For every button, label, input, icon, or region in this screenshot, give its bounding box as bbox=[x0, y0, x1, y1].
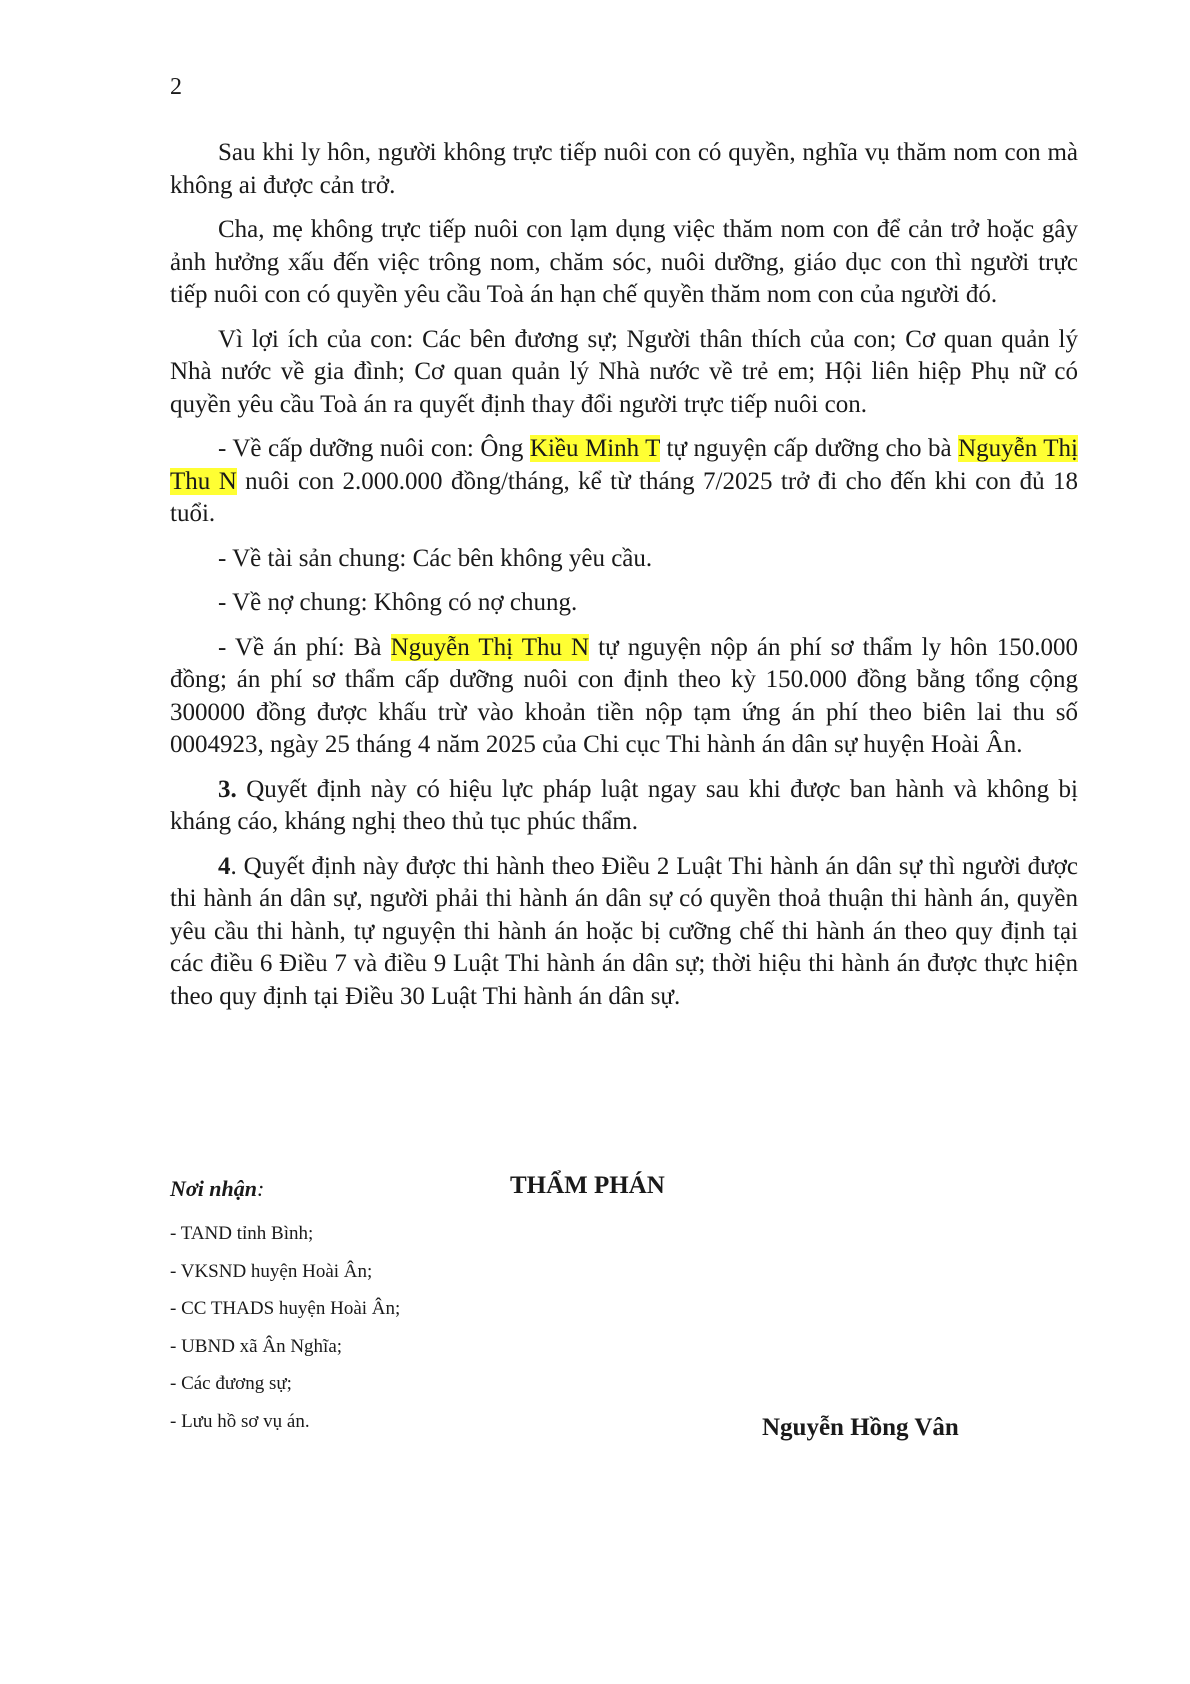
paragraph-common-property: - Về tài sản chung: Các bên không yêu cầu. bbox=[218, 544, 653, 572]
item-number: 3. bbox=[218, 775, 237, 803]
recipient-item: - Lưu hồ sơ vụ án. bbox=[170, 1410, 310, 1432]
paragraph-enforcement bbox=[170, 851, 1078, 1014]
party-name-highlight: Nguyễn Thị Thu N bbox=[170, 435, 1079, 495]
paragraph-visitation-right: Sau khi ly hôn, người không trực tiếp nuôi con có quyền, nghĩa vụ thăm nom con mà không ai được cản trở. bbox=[170, 139, 1078, 199]
court-fees-text-1: - Về án phí: Bà bbox=[218, 633, 391, 661]
paragraph-visitation-restriction: Cha, mẹ không trực tiếp nuôi con lạm dụng việc thăm nom con để cản trở hoặc gây ảnh hưởng xấu đến việc trông nom, chăm sóc, nuôi dưỡng, giáo dục con thì người trực tiếp nuôi con có quyền yêu cầu Toà án hạn chế quyền thăm nom con của người đó. bbox=[170, 216, 1078, 308]
paragraph-court-fees bbox=[170, 632, 1078, 762]
recipient-item: - VKSND huyện Hoài Ân; bbox=[170, 1260, 373, 1282]
paragraph-common-debt: - Về nợ chung: Không có nợ chung. bbox=[218, 589, 578, 616]
court-fees-text-2: tự nguyện nộp án phí sơ thẩm ly hôn 150.000 đồng; án phí sơ thẩm cấp dưỡng nuôi con định theo kỳ 150.000 đồng bằng tổng cộng 300000 đồng được khấu trừ vào khoản tiền nộp tạm ứng án phí theo biên lai thu số 0004923, ngày 25 tháng 4 năm 2025 của Chi cục Thi hành án dân sự huyện Hoài Ân. bbox=[170, 633, 1078, 758]
paragraph-child-support bbox=[170, 433, 1078, 531]
recipients-heading bbox=[170, 1176, 264, 1202]
item-number: 4 bbox=[218, 852, 231, 880]
page-number: 2 bbox=[170, 74, 182, 100]
judge-name: Nguyễn Hồng Vân bbox=[762, 1414, 959, 1441]
child-support-text-3: nuôi con 2.000.000 đồng/tháng, kể từ tháng 7/2025 trở đi cho đến khi con đủ 18 tuổi. bbox=[170, 467, 1079, 527]
recipients-heading-colon: : bbox=[257, 1176, 265, 1201]
child-support-text-1: - Về cấp dưỡng nuôi con: Ông bbox=[218, 435, 530, 462]
judge-title: THẨM PHÁN bbox=[510, 1172, 665, 1199]
recipient-item: - UBND xã Ân Nghĩa; bbox=[170, 1335, 343, 1357]
party-name-highlight: Nguyễn Thị Thu N bbox=[390, 633, 590, 661]
paragraph-child-interest: Vì lợi ích của con: Các bên đương sự; Người thân thích của con; Cơ quan quản lý Nhà nước về gia đình; Cơ quan quản lý Nhà nước về trẻ em; Hội liên hiệp Phụ nữ có quyền yêu cầu Toà án ra quyết định thay đổi người trực tiếp nuôi con. bbox=[170, 325, 1078, 418]
party-name-highlight: Kiều Minh T bbox=[529, 435, 660, 462]
child-support-text-2: tự nguyện cấp dưỡng cho bà bbox=[660, 435, 959, 462]
recipient-item: - TAND tỉnh Bình; bbox=[170, 1223, 314, 1244]
recipients-heading-label: Nơi nhận bbox=[170, 1176, 258, 1201]
paragraph-effect bbox=[170, 774, 1078, 839]
recipient-item: - Các đương sự; bbox=[170, 1373, 292, 1394]
document-body bbox=[170, 137, 1078, 1025]
recipients-list bbox=[170, 1215, 400, 1440]
recipient-item: - CC THADS huyện Hoài Ân; bbox=[170, 1298, 401, 1319]
effect-text: Quyết định này có hiệu lực pháp luật ngay sau khi được ban hành và không bị kháng cáo, kháng nghị theo thủ tục phúc thẩm. bbox=[170, 775, 1078, 835]
enforcement-text: . Quyết định này được thi hành theo Điều 2 Luật Thi hành án dân sự thì người được thi hành án dân sự, người phải thi hành án dân sự có quyền thoả thuận thi hành án, quyền yêu cầu thi hành, tự nguyện thi hành án hoặc bị cưỡng chế thi hành án theo quy định tại các điều 6 Điều 7 và điều 9 Luật Thi hành án dân sự; thời hiệu thi hành án được thực hiện theo quy định tại Điều 30 Luật Thi hành án dân sự. bbox=[170, 852, 1078, 1010]
